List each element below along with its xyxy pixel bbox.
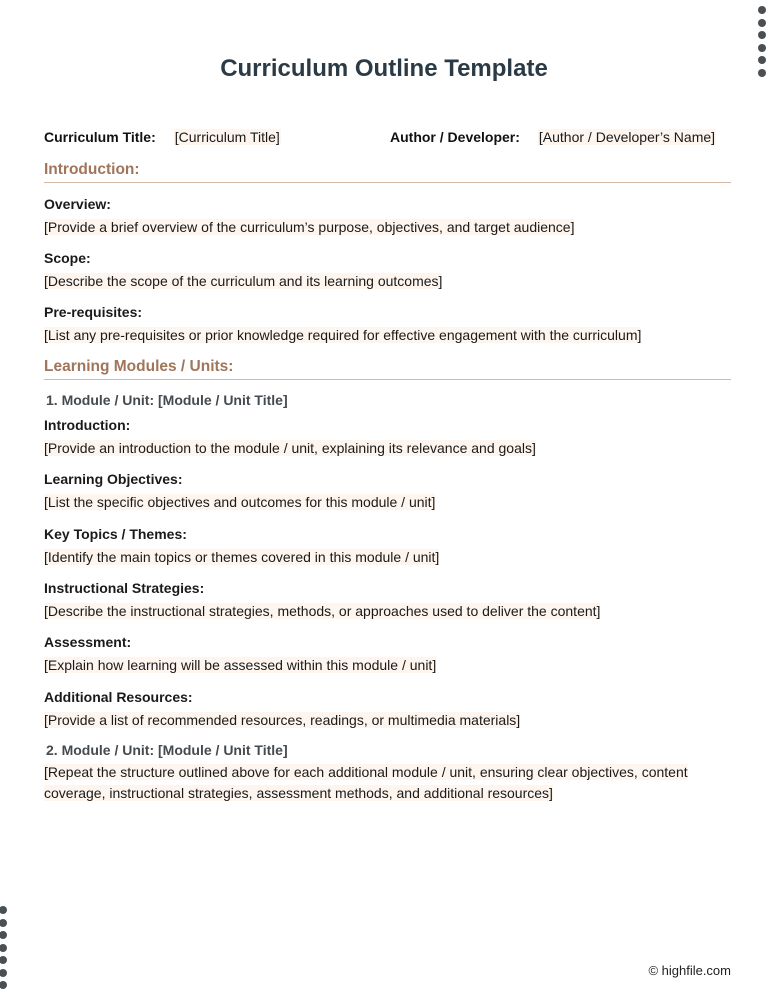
module-2-value[interactable]: [Repeat the structure outlined above for each additional module / unit, ensuring clear objectives, content coverage, instructional strategies, assessment methods, and additional resources] (44, 764, 688, 801)
additional-resources-field (44, 688, 731, 731)
module-2-field (44, 762, 731, 804)
introduction-heading: Introduction: (44, 161, 731, 183)
overview-field (44, 195, 731, 238)
module-1-title: 1. Module / Unit: [Module / Unit Title] (46, 392, 288, 408)
assessment-label: Assessment: (44, 634, 132, 650)
key-topics-label: Key Topics / Themes: (44, 526, 187, 542)
prerequisites-field (44, 303, 731, 346)
learning-objectives-value[interactable]: [List the specific objectives and outcomes for this module / unit] (44, 494, 436, 510)
additional-resources-value[interactable]: [Provide a list of recommended resources, readings, or multimedia materials] (44, 712, 521, 728)
author-label: Author / Developer: (390, 129, 520, 145)
instructional-strategies-label: Instructional Strategies: (44, 580, 205, 596)
author-field[interactable]: [Author / Developer’s Name] (538, 129, 716, 145)
curriculum-title-field[interactable]: [Curriculum Title] (174, 129, 280, 145)
scope-field (44, 249, 731, 292)
key-topics-value[interactable]: [Identify the main topics or themes covered in this module / unit] (44, 549, 440, 565)
decorative-dots-bottom (0, 906, 14, 994)
scope-value[interactable]: [Describe the scope of the curriculum and its learning outcomes] (44, 273, 443, 289)
learning-modules-heading: Learning Modules / Units: (44, 358, 731, 380)
module-introduction-label: Introduction: (44, 417, 131, 433)
learning-objectives-label: Learning Objectives: (44, 471, 183, 487)
instructional-strategies-field (44, 579, 731, 622)
page-title: Curriculum Outline Template (220, 55, 548, 82)
curriculum-title-label: Curriculum Title: (44, 129, 156, 145)
curriculum-title-row (44, 129, 281, 145)
key-topics-field (44, 525, 731, 568)
author-row (390, 129, 716, 145)
assessment-value[interactable]: [Explain how learning will be assessed within this module / unit] (44, 657, 437, 673)
module-introduction-value[interactable]: [Provide an introduction to the module / unit, explaining its relevance and goals] (44, 440, 536, 456)
prerequisites-value[interactable]: [List any pre-requisites or prior knowledge required for effective engagement with the curriculum] (44, 327, 642, 343)
instructional-strategies-value[interactable]: [Describe the instructional strategies, methods, or approaches used to deliver the content] (44, 603, 601, 619)
overview-value[interactable]: [Provide a brief overview of the curriculum’s purpose, objectives, and target audience] (44, 219, 575, 235)
additional-resources-label: Additional Resources: (44, 689, 193, 705)
footer-copyright: © highfile.com (648, 963, 731, 978)
module-2-title: 2. Module / Unit: [Module / Unit Title] (46, 742, 288, 758)
scope-label: Scope: (44, 250, 91, 266)
prerequisites-label: Pre-requisites: (44, 304, 143, 320)
overview-label: Overview: (44, 196, 111, 212)
assessment-field (44, 633, 731, 676)
module-1-introduction-field (44, 416, 731, 459)
learning-objectives-field (44, 470, 731, 513)
